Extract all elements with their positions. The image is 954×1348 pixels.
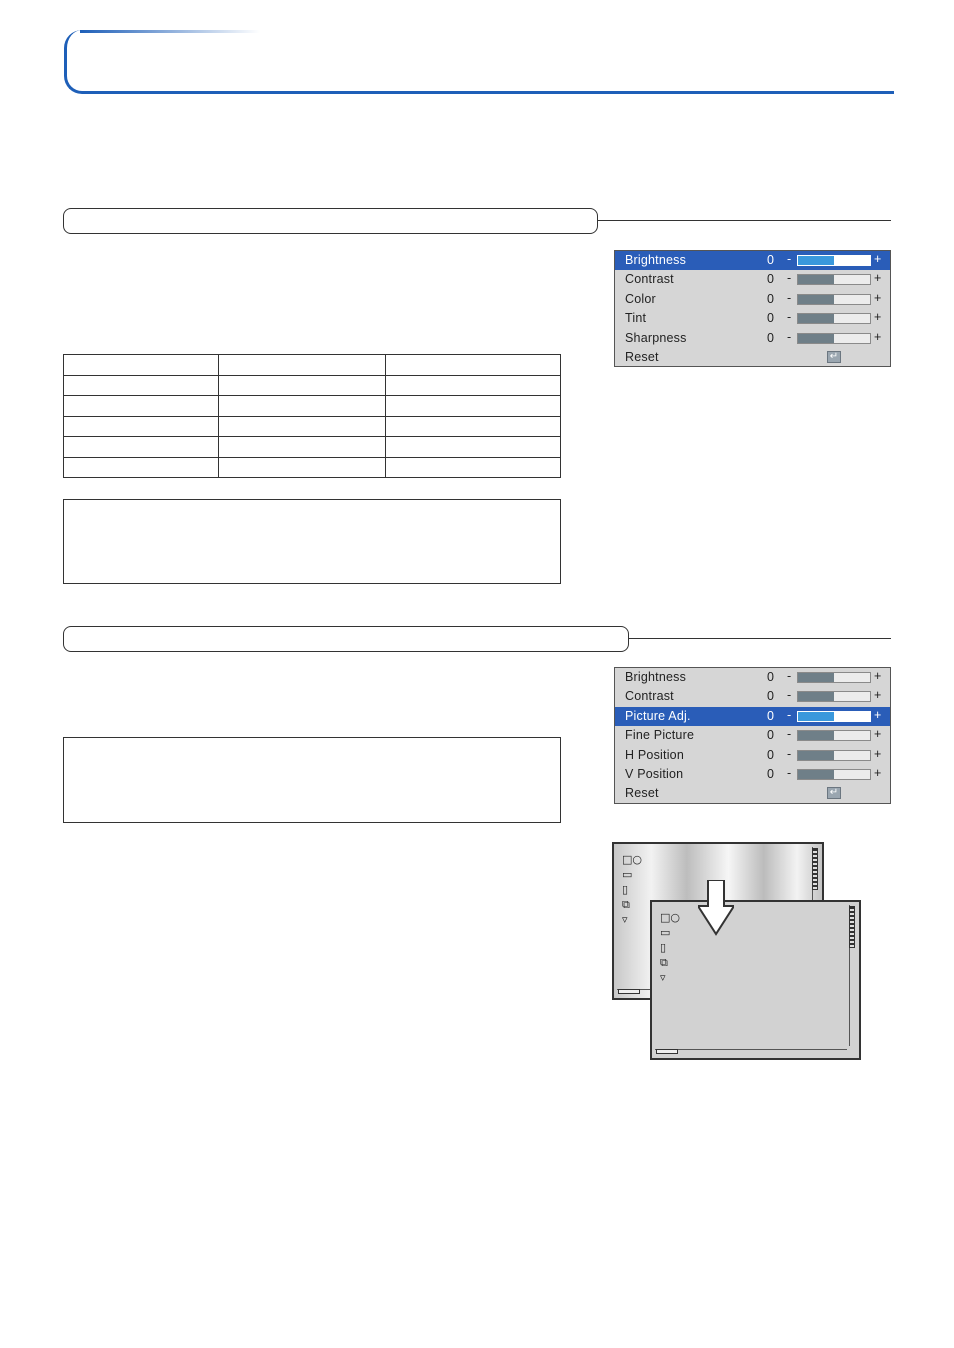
enter-icon[interactable]: ↵ <box>827 351 841 363</box>
menu-item-value: 0 <box>767 708 774 723</box>
section-header-computer <box>63 626 891 652</box>
table-row <box>64 375 561 396</box>
menu-item[interactable] <box>615 668 890 687</box>
menu-item-label: Brightness <box>625 670 687 684</box>
document-icon: ▯ <box>622 883 629 896</box>
menu-item-value: 0 <box>767 728 774 743</box>
copy-icon: ⧉ <box>622 898 630 911</box>
menu-item[interactable] <box>615 746 890 765</box>
increase-indicator: + <box>874 252 882 266</box>
folder-icon: ▭ <box>622 868 633 881</box>
document-icon: ▯ <box>660 941 667 954</box>
increase-indicator: + <box>874 707 882 722</box>
screen-icons <box>660 910 690 985</box>
menu-item-label: Fine Picture <box>625 728 695 743</box>
horizontal-scrollbar <box>655 1049 847 1055</box>
trash-icon: ▿ <box>660 971 666 984</box>
increase-indicator: + <box>874 669 882 683</box>
menu-item-reset[interactable] <box>615 348 890 367</box>
level-slider-fill <box>798 275 834 284</box>
level-slider-fill <box>798 731 834 740</box>
level-slider-fill <box>798 256 834 265</box>
increase-indicator: + <box>874 688 882 703</box>
level-slider[interactable] <box>797 333 871 344</box>
section-title-pill <box>63 208 598 234</box>
decrease-indicator: - <box>787 329 792 344</box>
decrease-indicator: - <box>787 252 792 266</box>
level-slider[interactable] <box>797 730 871 741</box>
menu-item[interactable] <box>615 707 890 726</box>
level-slider[interactable] <box>797 769 871 780</box>
section-header-picture <box>63 208 891 234</box>
menu-item-value: 0 <box>767 330 774 345</box>
scroll-thumb <box>849 906 855 948</box>
increase-indicator: + <box>874 746 882 761</box>
page-header-frame <box>64 30 894 94</box>
level-slider-fill <box>798 751 834 760</box>
increase-indicator: + <box>874 271 882 286</box>
decrease-indicator: - <box>787 688 792 703</box>
level-slider[interactable] <box>797 672 871 683</box>
menu-item-value: 0 <box>767 766 774 781</box>
increase-indicator: + <box>874 290 882 305</box>
decrease-indicator: - <box>787 271 792 286</box>
folder-icon: ▭ <box>660 926 671 939</box>
menu-item[interactable] <box>615 765 890 784</box>
table-row <box>64 355 561 376</box>
menu-item-label: Color <box>625 291 656 306</box>
level-slider[interactable] <box>797 255 871 266</box>
decrease-indicator: - <box>787 707 792 722</box>
menu-item-label: Reset <box>625 786 659 801</box>
menu-item-label: Sharpness <box>625 330 687 345</box>
copy-icon: ⧉ <box>660 956 668 969</box>
level-slider[interactable] <box>797 691 871 702</box>
level-slider[interactable] <box>797 711 871 722</box>
level-slider[interactable] <box>797 313 871 324</box>
menu-item-value: 0 <box>767 272 774 287</box>
menu-item-value: 0 <box>767 291 774 306</box>
decrease-indicator: - <box>787 669 792 683</box>
menu-item-label: Tint <box>625 311 647 326</box>
menu-item-value: 0 <box>767 253 774 267</box>
screen-icons <box>622 852 652 927</box>
level-slider[interactable] <box>797 274 871 285</box>
menu-item[interactable] <box>615 329 890 348</box>
menu-item-label: V Position <box>625 766 684 781</box>
note-box <box>63 499 561 584</box>
menu-item-label: Picture Adj. <box>625 708 691 723</box>
section-title-pill <box>63 626 629 652</box>
note-box <box>63 737 561 823</box>
scroll-thumb <box>812 848 818 890</box>
level-slider-fill <box>798 692 834 701</box>
decrease-indicator: - <box>787 310 792 325</box>
table-row <box>64 457 561 478</box>
menu-item-label: Brightness <box>625 253 687 267</box>
increase-indicator: + <box>874 765 882 780</box>
menu-item-reset[interactable] <box>615 784 890 803</box>
level-slider-fill <box>798 712 834 721</box>
menu-item[interactable] <box>615 687 890 706</box>
increase-indicator: + <box>874 329 882 344</box>
adjustment-table <box>63 354 561 478</box>
page-header <box>64 30 894 94</box>
monitor-icon: □○ <box>660 911 680 924</box>
decrease-indicator: - <box>787 746 792 761</box>
menu-item[interactable] <box>615 290 890 309</box>
level-slider[interactable] <box>797 294 871 305</box>
page-header-accent <box>80 30 260 33</box>
level-slider-fill <box>798 334 834 343</box>
menu-item[interactable] <box>615 270 890 289</box>
increase-indicator: + <box>874 727 882 742</box>
monitor-icon: □○ <box>622 853 642 866</box>
arrow-down-icon <box>698 880 734 936</box>
level-slider-fill <box>798 295 834 304</box>
level-slider-fill <box>798 770 834 779</box>
decrease-indicator: - <box>787 727 792 742</box>
menu-item-label: Contrast <box>625 689 674 704</box>
increase-indicator: + <box>874 310 882 325</box>
menu-item[interactable] <box>615 726 890 745</box>
menu-item-label: Reset <box>625 349 659 364</box>
horizontal-scroll-thumb <box>656 1049 678 1054</box>
section-rule <box>598 220 891 221</box>
menu-item-label: Contrast <box>625 272 674 287</box>
horizontal-scroll-thumb <box>618 989 640 994</box>
level-slider[interactable] <box>797 750 871 761</box>
menu-item[interactable] <box>615 309 890 328</box>
trash-icon: ▿ <box>622 913 628 926</box>
section-rule <box>629 638 891 639</box>
computer-menu <box>614 667 891 804</box>
menu-item-value: 0 <box>767 670 774 684</box>
picture-menu <box>614 250 891 367</box>
level-slider-fill <box>798 673 834 682</box>
table-row <box>64 437 561 458</box>
menu-item-value: 0 <box>767 311 774 326</box>
table-row <box>64 396 561 417</box>
menu-item-value: 0 <box>767 689 774 704</box>
menu-item[interactable] <box>615 251 890 270</box>
level-slider-fill <box>798 314 834 323</box>
screen-after <box>650 900 861 1060</box>
decrease-indicator: - <box>787 765 792 780</box>
enter-icon[interactable]: ↵ <box>827 787 841 799</box>
decrease-indicator: - <box>787 290 792 305</box>
table-row <box>64 416 561 437</box>
menu-item-label: H Position <box>625 747 684 762</box>
menu-item-value: 0 <box>767 747 774 762</box>
